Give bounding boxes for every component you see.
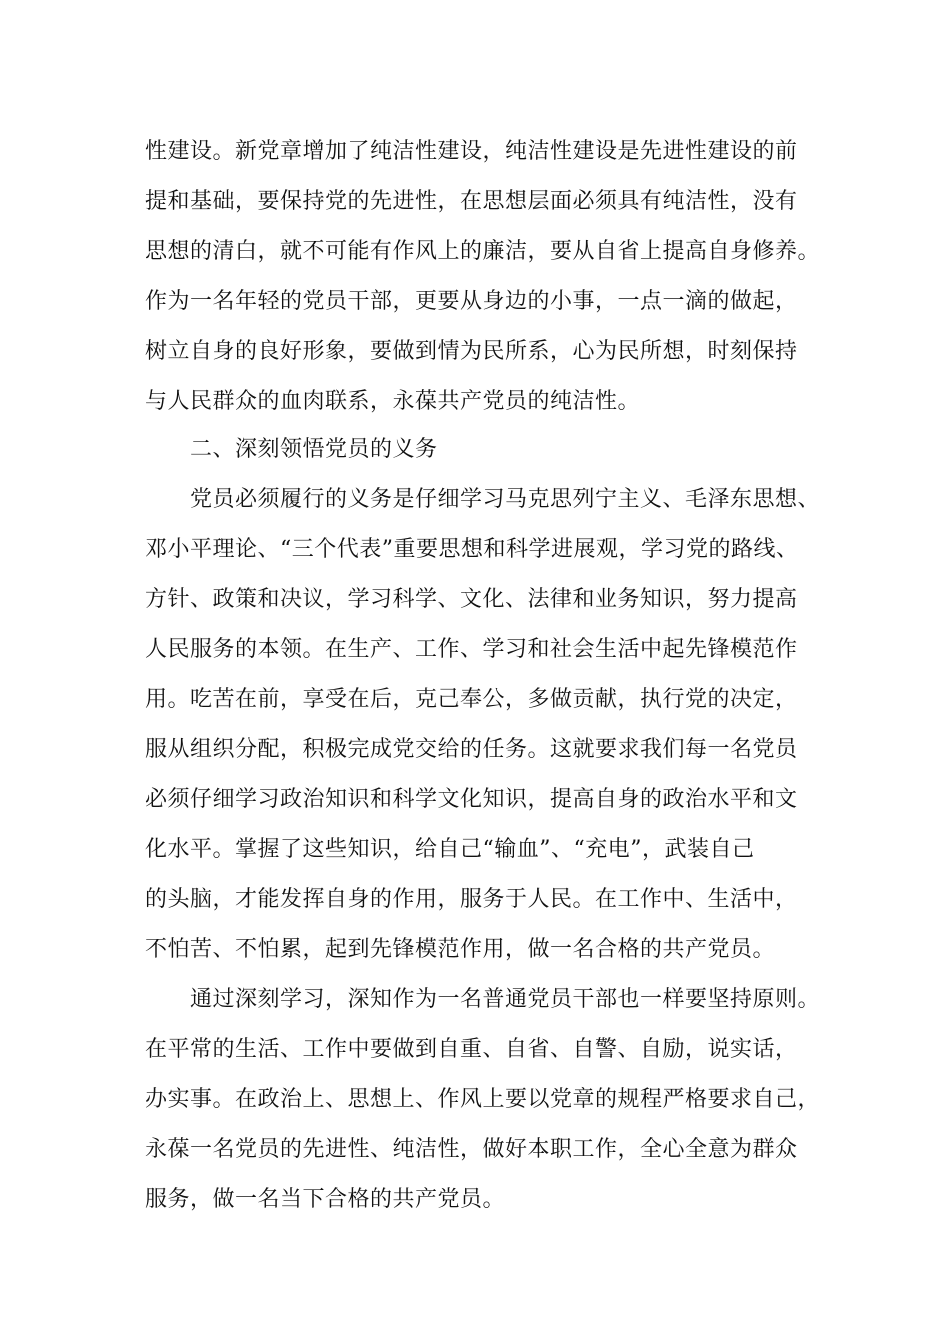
section-heading: 二、深刻领悟党员的义务 <box>190 437 438 462</box>
text-line: 永葆一名党员的先进性、纯洁性，做好本职工作，全心全意为群众 <box>145 1137 798 1162</box>
text-line: 服务，做一名当下合格的共产党员。 <box>145 1187 506 1212</box>
text-line: 的头脑，才能发挥自身的作用，服务于人民。在工作中、生活中， <box>145 887 798 912</box>
text-line: 不怕苦、不怕累，起到先锋模范作用，做一名合格的共产党员。 <box>145 937 776 962</box>
text-line: 用。吃苦在前，享受在后，克己奉公，多做贡献，执行党的决定， <box>145 687 798 712</box>
text-line: 通过深刻学习，深知作为一名普通党员干部也一样要坚持原则。 <box>190 987 821 1012</box>
text-line: 树立自身的良好形象，要做到情为民所系，心为民所想，时刻保持 <box>145 339 798 364</box>
text-line: 党员必须履行的义务是仔细学习马克思列宁主义、毛泽东思想、 <box>190 487 821 512</box>
text-line: 邓小平理论、“三个代表”重要思想和科学进展观，学习党的路线、 <box>145 537 799 562</box>
text-line: 思想的清白，就不可能有作风上的廉洁，要从自省上提高自身修养。 <box>145 239 821 264</box>
text-line: 性建设。新党章增加了纯洁性建设，纯洁性建设是先进性建设的前 <box>145 139 798 164</box>
text-line: 作为一名年轻的党员干部，更要从身边的小事，一点一滴的做起， <box>145 289 798 314</box>
text-line: 方针、政策和决议，学习科学、文化、法律和业务知识，努力提高 <box>145 587 798 612</box>
text-line: 必须仔细学习政治知识和科学文化知识，提高自身的政治水平和文 <box>145 787 798 812</box>
text-line: 办实事。在政治上、思想上、作风上要以党章的规程严格要求自己， <box>145 1087 821 1112</box>
text-line: 人民服务的本领。在生产、工作、学习和社会生活中起先锋模范作 <box>145 637 798 662</box>
text-line: 提和基础，要保持党的先进性，在思想层面必须具有纯洁性，没有 <box>145 189 798 214</box>
text-line: 化水平。掌握了这些知识，给自己“输血”、“充电”，武装自己 <box>145 837 755 862</box>
text-line: 在平常的生活、工作中要做到自重、自省、自警、自励，说实话， <box>145 1037 798 1062</box>
text-line: 与人民群众的血肉联系，永葆共产党员的纯洁性。 <box>145 389 641 414</box>
text-line: 服从组织分配，积极完成党交给的任务。这就要求我们每一名党员 <box>145 737 798 762</box>
